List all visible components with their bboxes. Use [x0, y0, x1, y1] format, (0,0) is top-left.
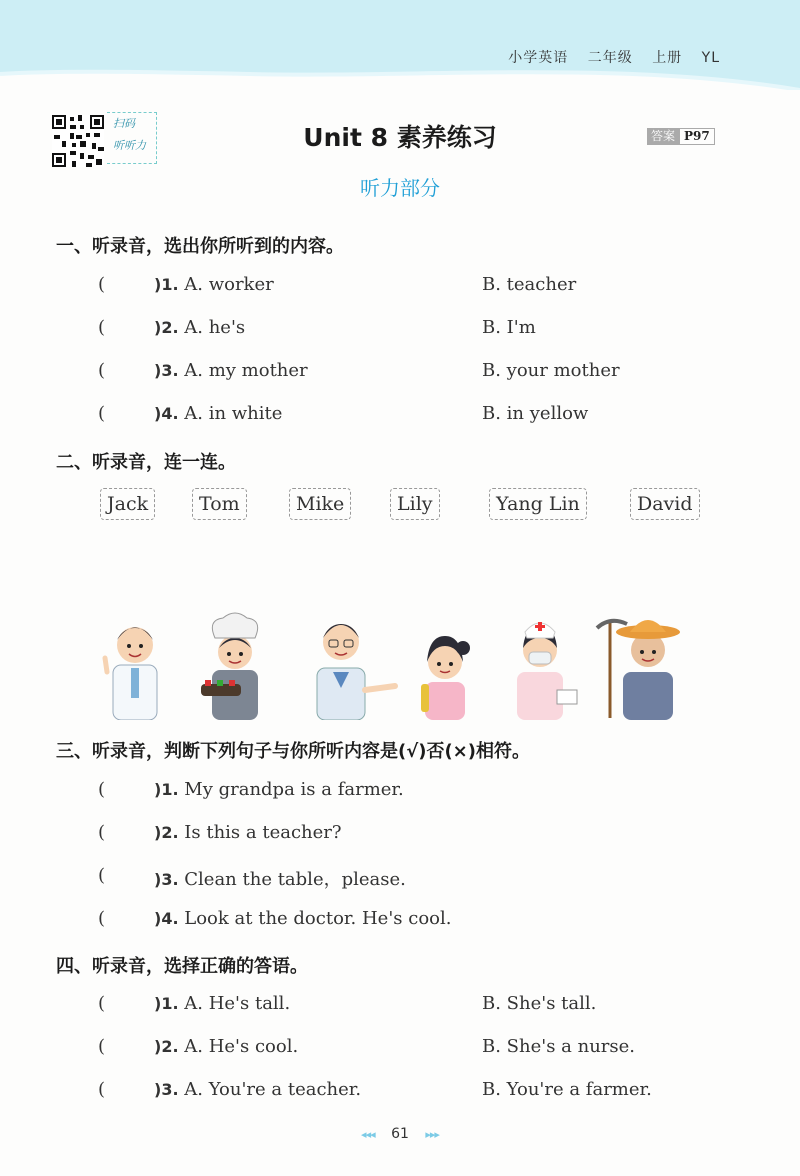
option-b: B. She's tall. [482, 993, 597, 1014]
answer-blank[interactable]: ( [98, 908, 106, 929]
item-number: )1. [154, 780, 179, 799]
page-title: Unit 8 素养练习 [303, 123, 497, 152]
scan-line1: 扫码 [113, 117, 135, 130]
answer-blank[interactable]: ( [98, 1036, 106, 1057]
section4-heading: 四、听录音，选择正确的答语。 [56, 956, 308, 977]
answer-blank[interactable]: ( [98, 822, 106, 843]
name-card[interactable]: Mike [289, 488, 351, 520]
s1-item [98, 317, 718, 343]
s3-item [98, 822, 718, 848]
s1-item [98, 360, 718, 386]
scan-line2: 听听力 [113, 139, 146, 152]
answer-blank[interactable]: ( [98, 360, 106, 381]
answer-label: 答案 [647, 128, 679, 145]
page-number: 61 [391, 1126, 409, 1142]
student-girl-figure [421, 636, 470, 720]
option-a: A. worker [184, 274, 274, 295]
name-card[interactable]: David [630, 488, 700, 520]
answer-blank[interactable]: ( [98, 993, 106, 1014]
name-card[interactable]: Lily [390, 488, 440, 520]
name-card[interactable]: Tom [192, 488, 247, 520]
option-a: A. He's cool. [184, 1036, 299, 1057]
statement-text: Clean the table，please. [184, 869, 406, 890]
s3-item [98, 908, 718, 934]
section3-heading: 三、听录音，判断下列句子与你所听内容是(√)否(×)相符。 [56, 741, 530, 762]
option-a: A. he's [184, 317, 246, 338]
statement-text: Look at the doctor. He's cool. [184, 908, 452, 929]
answer-blank[interactable]: ( [98, 274, 106, 295]
answer-blank[interactable]: ( [98, 865, 106, 886]
nurse-figure [517, 622, 577, 720]
doctor-figure [105, 627, 157, 720]
s3-item [98, 779, 718, 805]
page-footer [0, 1126, 800, 1142]
farmer-figure [597, 620, 680, 720]
statement-text: My grandpa is a farmer. [184, 779, 404, 800]
item-number: )4. [154, 909, 179, 928]
option-b: B. your mother [482, 360, 620, 381]
statement-text: Is this a teacher? [184, 822, 342, 843]
option-a: A. in white [184, 403, 283, 424]
prev-arrows-icon: ◂◂◂ [361, 1128, 375, 1141]
character-illustrations [95, 610, 710, 720]
s1-item [98, 274, 718, 300]
answer-page: P97 [679, 128, 715, 145]
option-b: B. teacher [482, 274, 577, 295]
item-number: )2. [154, 318, 179, 337]
option-b: B. She's a nurse. [482, 1036, 636, 1057]
name-cards [98, 488, 708, 520]
header-info [494, 47, 720, 67]
item-number: )2. [154, 823, 179, 842]
item-number: )3. [154, 1080, 179, 1099]
option-b: B. in yellow [482, 403, 589, 424]
header-subject: 小学英语 [508, 50, 569, 66]
answer-blank[interactable]: ( [98, 317, 106, 338]
header-volume: 上册 [652, 50, 683, 66]
name-card[interactable]: Yang Lin [489, 488, 587, 520]
item-number: )2. [154, 1037, 179, 1056]
next-arrows-icon: ▸▸▸ [425, 1128, 439, 1141]
cook-figure [201, 613, 258, 720]
answer-blank[interactable]: ( [98, 1079, 106, 1100]
option-a: A. my mother [184, 360, 308, 381]
item-number: )3. [154, 870, 179, 889]
teacher-figure [317, 624, 395, 720]
s1-item [98, 403, 718, 429]
item-number: )1. [154, 275, 179, 294]
answer-reference[interactable] [647, 128, 715, 145]
header-edition: YL [701, 50, 720, 66]
option-a: A. He's tall. [184, 993, 291, 1014]
item-number: )1. [154, 994, 179, 1013]
section2-heading: 二、听录音，连一连。 [56, 452, 236, 473]
section1-heading: 一、听录音，选出你所听到的内容。 [56, 236, 344, 257]
s4-item [98, 1036, 718, 1062]
item-number: )3. [154, 361, 179, 380]
option-b: B. I'm [482, 317, 536, 338]
section-subtitle: 听力部分 [360, 176, 440, 200]
answer-blank[interactable]: ( [98, 403, 106, 424]
name-card[interactable]: Jack [100, 488, 155, 520]
header-grade: 二年级 [587, 50, 633, 66]
option-a: A. You're a teacher. [184, 1079, 362, 1100]
header-band [0, 0, 800, 90]
s3-item [98, 865, 718, 891]
item-number: )4. [154, 404, 179, 423]
s4-item [98, 1079, 718, 1105]
option-b: B. You're a farmer. [482, 1079, 652, 1100]
answer-blank[interactable]: ( [98, 779, 106, 800]
s4-item [98, 993, 718, 1019]
